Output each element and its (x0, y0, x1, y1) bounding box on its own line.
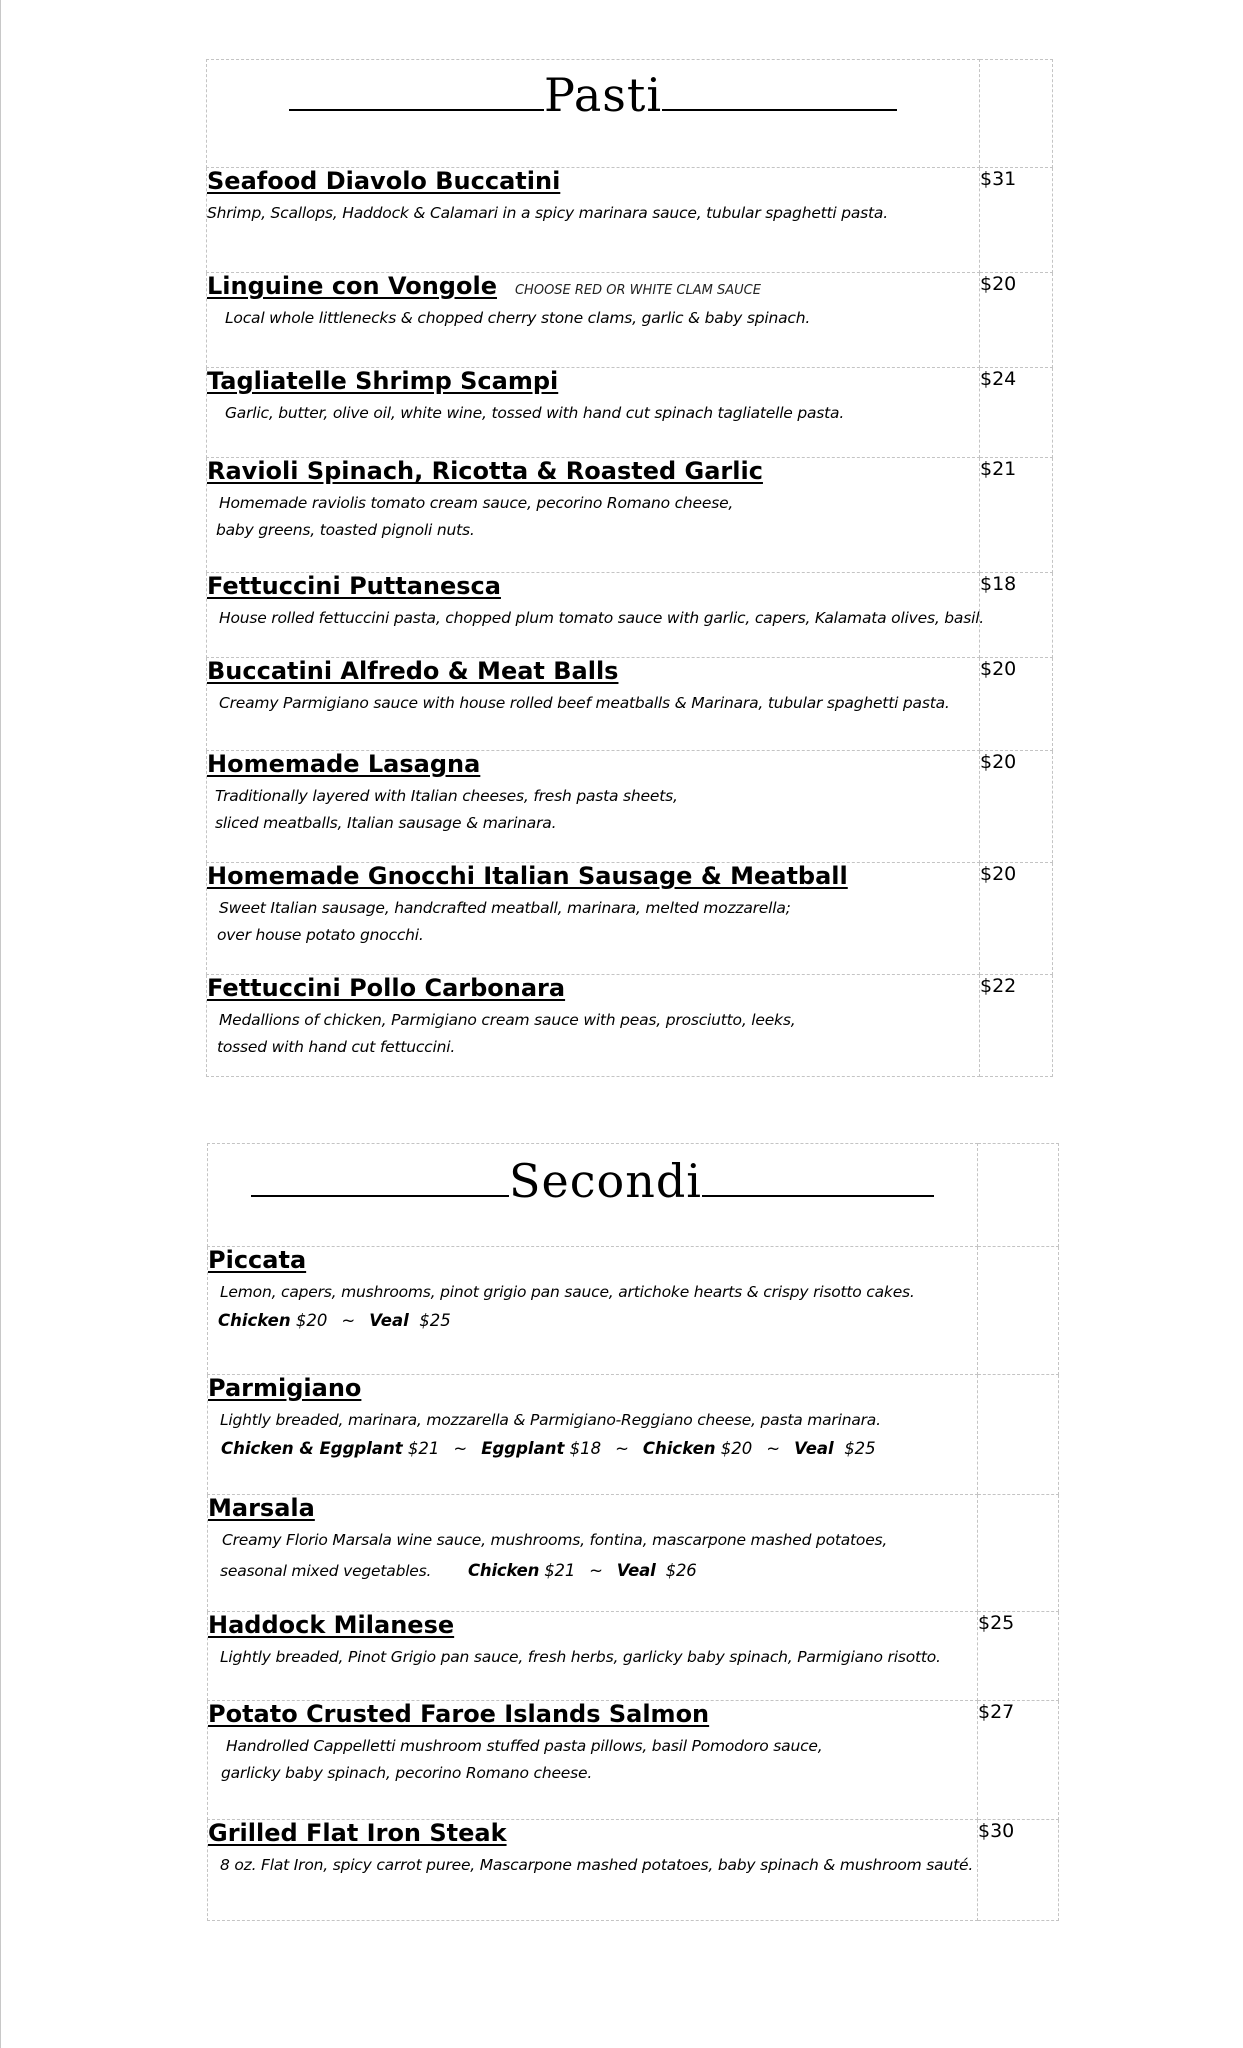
item-price (978, 1495, 1059, 1612)
description-line: baby greens, toasted pignoli nuts. (216, 520, 475, 539)
item-price: $31 (980, 168, 1053, 273)
pasti-item (207, 863, 980, 975)
price-options (468, 1561, 697, 1580)
item-price: $27 (978, 1701, 1059, 1820)
item-name: Piccata (208, 1246, 307, 1274)
pasti-item (207, 458, 980, 573)
secondi-item (208, 1701, 978, 1820)
option-price: $25 (844, 1438, 876, 1458)
option-price: $25 (419, 1310, 451, 1330)
secondi-item (208, 1820, 978, 1921)
item-price: $30 (978, 1820, 1059, 1921)
option-price: $21 (544, 1560, 576, 1580)
secondi-item (208, 1247, 978, 1375)
option-price: $20 (295, 1310, 328, 1330)
item-price: $20 (980, 658, 1053, 751)
item-name: Fettuccini Puttanesca (207, 572, 501, 600)
separator: ~ (766, 1438, 781, 1458)
option-label: Veal (369, 1310, 409, 1330)
item-description: 8 oz. Flat Iron, spicy carrot puree, Mascarpone mashed potatoes, baby spinach & mushroom sauté. (220, 1855, 974, 1874)
description-line (220, 1557, 977, 1585)
item-description: Lightly breaded, marinara, mozzarella & Parmigiano-Reggiano cheese, pasta marinara. (220, 1410, 881, 1429)
item-price: $18 (980, 573, 1053, 658)
option-price: $18 (569, 1438, 602, 1458)
item-name: Homemade Gnocchi Italian Sausage & Meatball (207, 862, 848, 890)
description-line: Sweet Italian sausage, handcrafted meatball, marinara, melted mozzarella; (219, 898, 791, 917)
option-label: Veal (616, 1560, 656, 1580)
secondi-menu-table (207, 1143, 1059, 1921)
description-line: garlicky baby spinach, pecorino Romano cheese. (221, 1763, 593, 1782)
description-line: Traditionally layered with Italian cheeses, fresh pasta sheets, (215, 786, 678, 805)
item-note: CHOOSE RED OR WHITE CLAM SAUCE (514, 283, 761, 298)
item-description: Lightly breaded, Pinot Grigio pan sauce, fresh herbs, garlicky baby spinach, Parmigiano risotto. (220, 1647, 941, 1666)
item-price: $20 (980, 273, 1053, 368)
pasti-title-text: Pasti (543, 68, 663, 122)
description-line: tossed with hand cut fettuccini. (217, 1037, 456, 1056)
item-description (207, 783, 979, 837)
item-price: $24 (980, 368, 1053, 458)
option-label: Chicken & Eggplant (221, 1438, 403, 1458)
pasti-item (207, 273, 980, 368)
item-description: Local whole littlenecks & chopped cherry stone clams, garlic & baby spinach. (225, 308, 811, 327)
item-price: $25 (978, 1612, 1059, 1701)
item-name: Grilled Flat Iron Steak (208, 1819, 507, 1847)
option-price: $26 (665, 1560, 697, 1580)
page-left-edge (0, 0, 1, 2048)
item-price: $20 (980, 863, 1053, 975)
item-name: Haddock Milanese (208, 1611, 455, 1639)
item-name: Marsala (208, 1494, 315, 1522)
item-name (207, 273, 979, 301)
secondi-item (208, 1495, 978, 1612)
item-description: Lemon, capers, mushrooms, pinot grigio pan sauce, artichoke hearts & crispy risotto cakes. (220, 1282, 915, 1301)
item-description (207, 1007, 979, 1061)
description-line: Handrolled Cappelletti mushroom stuffed pasta pillows, basil Pomodoro sauce, (226, 1736, 823, 1755)
separator: ~ (341, 1310, 356, 1330)
item-price (978, 1247, 1059, 1375)
item-description: House rolled fettuccini pasta, chopped plum tomato sauce with garlic, capers, Kalamata olives, basil. (219, 608, 985, 627)
item-description: Shrimp, Scallops, Haddock & Calamari in a spicy marinara sauce, tubular spaghetti pasta. (207, 203, 888, 222)
option-label: Eggplant (481, 1438, 565, 1458)
item-description (208, 1527, 977, 1585)
description-line: over house potato gnocchi. (217, 925, 424, 944)
option-price: $21 (407, 1438, 440, 1458)
secondi-item (208, 1612, 978, 1701)
item-name: Potato Crusted Faroe Islands Salmon (208, 1700, 710, 1728)
secondi-title-price-cell (978, 1144, 1059, 1247)
price-options (208, 1306, 977, 1336)
description-line: Medallions of chicken, Parmigiano cream sauce with peas, prosciutto, leeks, (219, 1010, 796, 1029)
description-line: sliced meatballs, Italian sausage & marinara. (215, 813, 557, 832)
item-name: Homemade Lasagna (207, 750, 481, 778)
description-tail: seasonal mixed vegetables. (220, 1561, 432, 1580)
item-name: Seafood Diavolo Buccatini (207, 167, 561, 195)
option-label: Veal (794, 1438, 834, 1458)
pasti-item (207, 975, 980, 1077)
pasti-section-title (289, 68, 897, 122)
pasti-item (207, 658, 980, 751)
item-description (207, 895, 979, 949)
item-description: Garlic, butter, olive oil, white wine, tossed with hand cut spinach tagliatelle pasta. (225, 403, 845, 422)
separator: ~ (453, 1438, 468, 1458)
description-line: Homemade raviolis tomato cream sauce, pecorino Romano cheese, (219, 493, 734, 512)
item-name: Fettuccini Pollo Carbonara (207, 974, 566, 1002)
secondi-item (208, 1375, 978, 1495)
pasti-item (207, 168, 980, 273)
item-price: $20 (980, 751, 1053, 863)
item-description (207, 490, 979, 544)
pasti-item (207, 751, 980, 863)
secondi-section-title (251, 1154, 934, 1208)
description-line: Creamy Florio Marsala wine sauce, mushrooms, fontina, mascarpone mashed potatoes, (222, 1530, 888, 1549)
item-description (208, 1733, 977, 1787)
secondi-title-cell (208, 1144, 978, 1247)
item-price: $21 (980, 458, 1053, 573)
item-description: Creamy Parmigiano sauce with house rolled beef meatballs & Marinara, tubular spaghetti pasta. (219, 693, 950, 712)
item-price: $22 (980, 975, 1053, 1077)
separator: ~ (589, 1560, 603, 1580)
pasti-menu-table (206, 59, 1053, 1077)
price-options (208, 1434, 977, 1464)
pasti-item (207, 572, 985, 658)
pasti-title-cell (207, 60, 980, 168)
separator: ~ (615, 1438, 629, 1458)
item-name: Buccatini Alfredo & Meat Balls (207, 657, 619, 685)
item-price (978, 1375, 1059, 1495)
pasti-title-price-cell (980, 60, 1053, 168)
item-name-text: Linguine con Vongole (207, 272, 497, 300)
option-label: Chicken (467, 1560, 540, 1580)
option-label: Chicken (218, 1310, 291, 1330)
pasti-item (207, 368, 980, 458)
item-name: Ravioli Spinach, Ricotta & Roasted Garlic (207, 457, 763, 485)
option-label: Chicken (642, 1438, 716, 1458)
secondi-title-text: Secondi (509, 1154, 702, 1208)
option-price: $20 (720, 1438, 753, 1458)
item-name: Tagliatelle Shrimp Scampi (207, 367, 559, 395)
item-name: Parmigiano (208, 1374, 362, 1402)
